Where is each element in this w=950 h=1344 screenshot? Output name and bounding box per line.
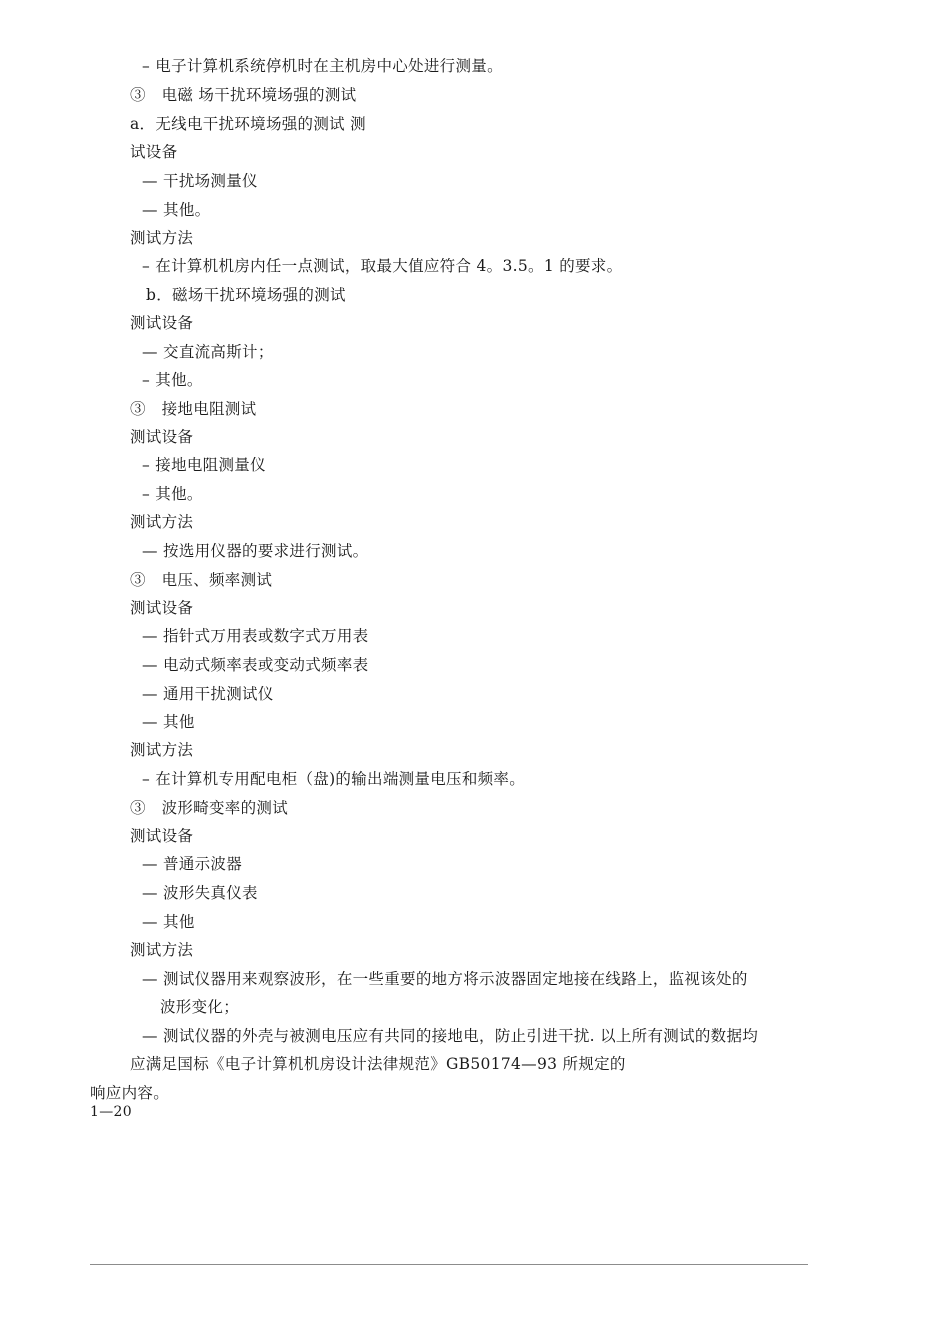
list-item: — 干扰场测量仪 bbox=[142, 172, 258, 190]
text-line: 测试方法 bbox=[130, 513, 194, 531]
list-item: — 波形失真仪表 bbox=[142, 884, 258, 902]
subsection-heading: a．无线电干扰环境场强的测试 测 bbox=[130, 115, 366, 133]
list-item: — 交直流高斯计； bbox=[142, 343, 274, 361]
section-heading: ③ 波形畸变率的测试 bbox=[130, 799, 289, 817]
section-heading: ③ 电压、频率测试 bbox=[130, 571, 273, 589]
text-line: 测试方法 bbox=[130, 941, 194, 959]
list-item-continuation: 波形变化； bbox=[160, 998, 240, 1016]
footer-divider bbox=[90, 1264, 808, 1265]
text-line: 测试设备 bbox=[130, 599, 194, 617]
section-heading: ③ 接地电阻测试 bbox=[130, 400, 257, 418]
list-item: – 在计算机机房内任一点测试，取最大值应符合 4。3.5。1 的要求。 bbox=[142, 257, 623, 275]
subsection-heading: b．磁场干扰环境场强的测试 bbox=[146, 286, 346, 304]
text-line: 响应内容。 bbox=[90, 1084, 170, 1102]
list-item: — 其他。 bbox=[142, 201, 211, 219]
list-item: – 其他。 bbox=[142, 371, 203, 389]
list-item: — 电动式频率表或变动式频率表 bbox=[142, 656, 369, 674]
list-item: — 其他 bbox=[142, 713, 195, 731]
page-number: 1—20 bbox=[90, 1104, 132, 1120]
list-item: — 测试仪器的外壳与被测电压应有共同的接地电，防止引进干扰. 以上所有测试的数据均 bbox=[142, 1027, 759, 1045]
list-item: – 接地电阻测量仪 bbox=[142, 456, 266, 474]
text-line: 测试方法 bbox=[130, 741, 194, 759]
text-line: 应满足国标《电子计算机机房设计法律规范》GB50174—93 所规定的 bbox=[130, 1055, 626, 1073]
text-line: 测试设备 bbox=[130, 314, 194, 332]
text-line: 测试方法 bbox=[130, 229, 194, 247]
list-item: — 测试仪器用来观察波形，在一些重要的地方将示波器固定地接在线路上，监视该处的 bbox=[142, 970, 748, 988]
list-item: — 按选用仪器的要求进行测试。 bbox=[142, 542, 369, 560]
list-item: – 在计算机专用配电柜（盘)的输出端测量电压和频率。 bbox=[142, 770, 526, 788]
text-line: 测试设备 bbox=[130, 827, 194, 845]
list-item: — 普通示波器 bbox=[142, 855, 243, 873]
text-line: 测试设备 bbox=[130, 428, 194, 446]
text-line: 试设备 bbox=[130, 143, 178, 161]
text-line: – 电子计算机系统停机时在主机房中心处进行测量。 bbox=[142, 57, 503, 75]
list-item: — 指针式万用表或数字式万用表 bbox=[142, 627, 369, 645]
list-item: – 其他。 bbox=[142, 485, 203, 503]
list-item: — 通用干扰测试仪 bbox=[142, 685, 274, 703]
list-item: — 其他 bbox=[142, 913, 195, 931]
section-heading: ③ 电磁 场干扰环境场强的测试 bbox=[130, 86, 357, 104]
